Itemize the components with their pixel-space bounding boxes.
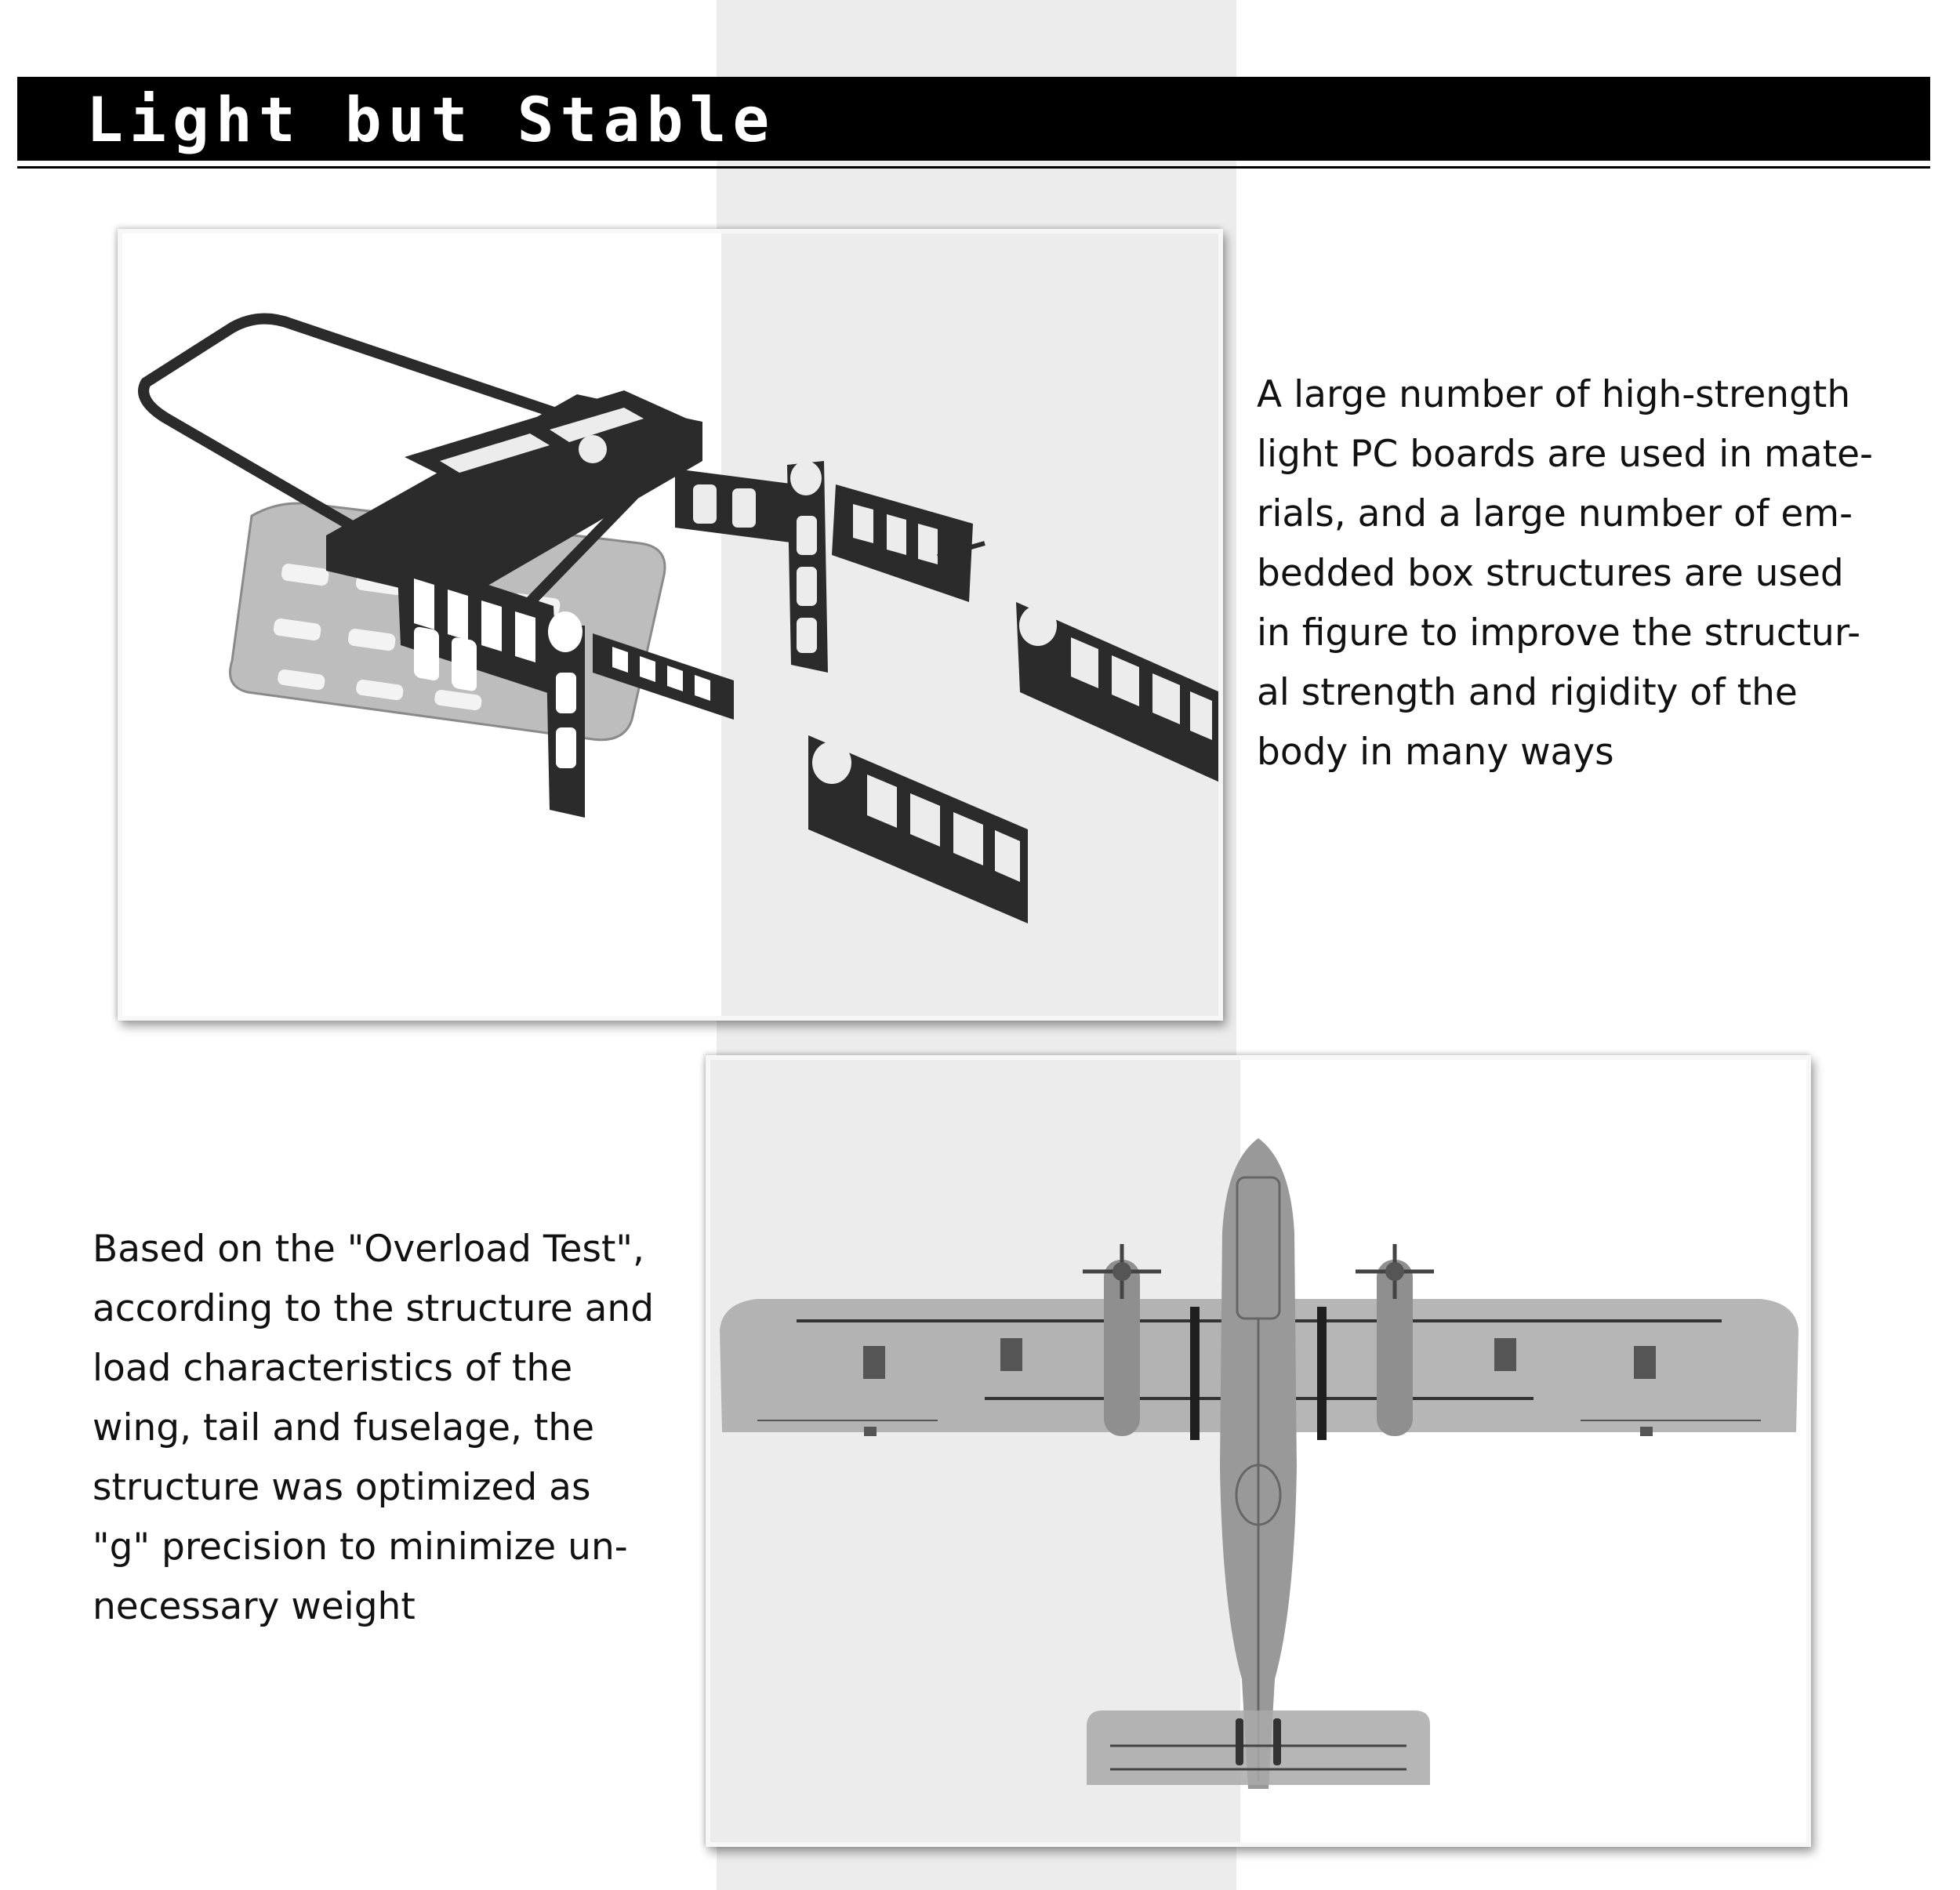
description-line: "g" precision to minimize un- xyxy=(93,1525,628,1569)
optimization-description xyxy=(93,1220,654,1637)
long-ladder-bottom xyxy=(808,735,1028,923)
description-line: light PC boards are used in mate- xyxy=(1257,433,1873,476)
long-ladder-right xyxy=(1016,602,1218,782)
upright-post-right xyxy=(787,461,828,673)
description-line: according to the structure and xyxy=(93,1287,655,1330)
description-line: wing, tail and fuselage, the xyxy=(93,1406,595,1449)
airplane-top-view-illustration xyxy=(710,1060,1806,1842)
header-underline xyxy=(17,166,1930,169)
structure-parts-illustration xyxy=(122,234,1218,1016)
horizontal-tail xyxy=(1087,1710,1430,1785)
small-ladder-right xyxy=(832,484,985,602)
description-line: Based on the "Overload Test", xyxy=(93,1228,644,1271)
description-line: rials, and a large number of em- xyxy=(1257,492,1853,535)
page-title: Light but Stable xyxy=(86,85,776,156)
side-ladder-center xyxy=(675,469,797,543)
description-line: in figure to improve the structur- xyxy=(1257,611,1861,655)
description-line: load characteristics of the xyxy=(93,1347,573,1390)
description-line: body in many ways xyxy=(1257,731,1614,774)
structure-image-frame xyxy=(118,229,1223,1021)
structure-description xyxy=(1257,365,1873,782)
description-line: al strength and rigidity of the xyxy=(1257,671,1798,714)
description-line: bedded box structures are used xyxy=(1257,552,1844,595)
upright-post-left xyxy=(546,611,585,818)
description-line: structure was optimized as xyxy=(93,1466,591,1509)
description-line: necessary weight xyxy=(93,1585,416,1628)
description-line: A large number of high-strength xyxy=(1257,373,1851,416)
airplane-image-frame xyxy=(706,1055,1811,1847)
